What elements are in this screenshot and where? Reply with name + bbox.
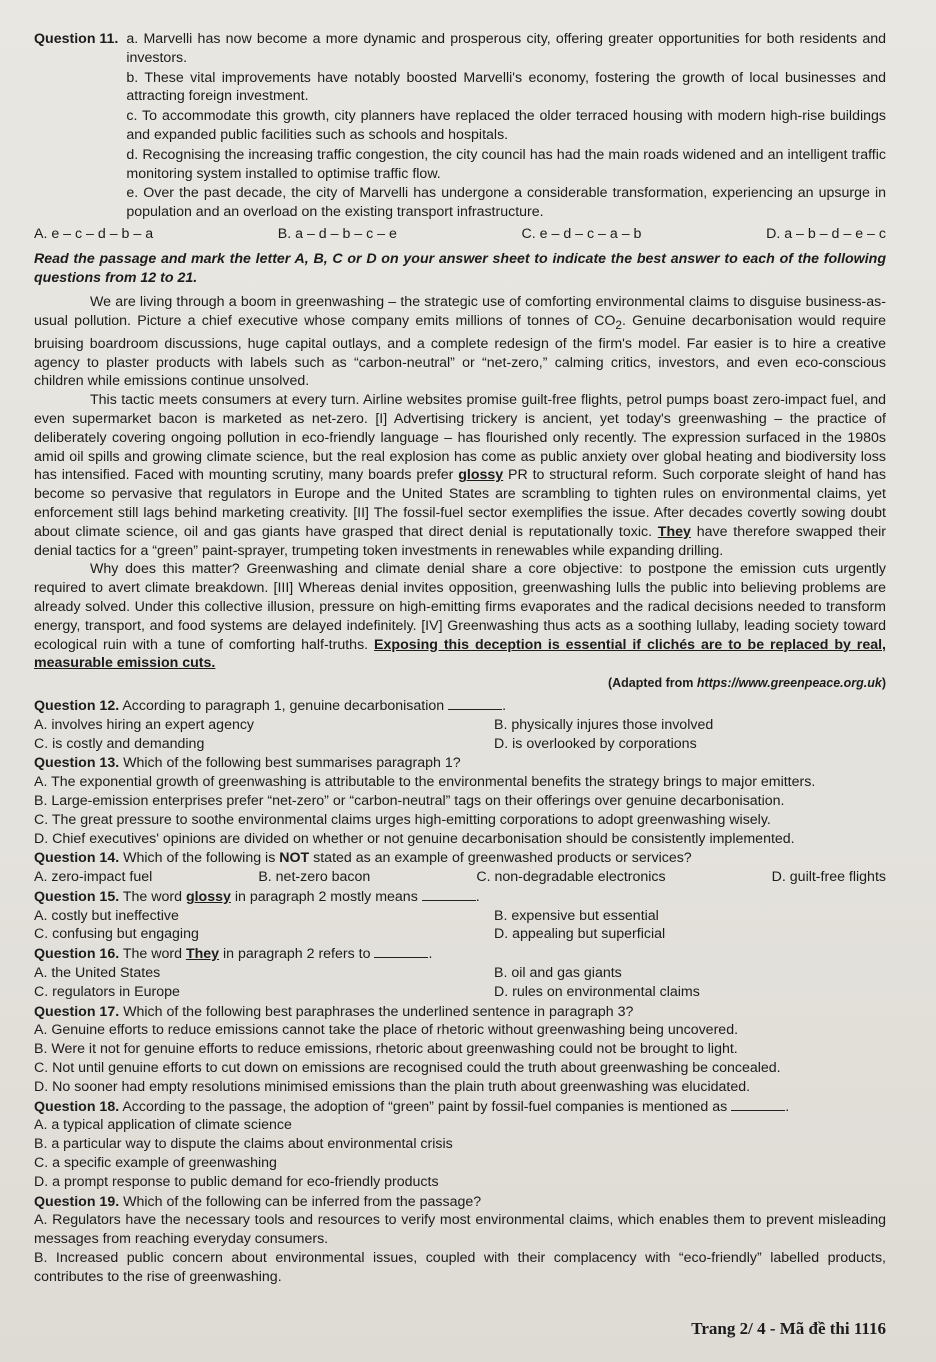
q15-options [34,907,886,945]
question-14 [34,849,886,887]
q19-option-b[interactable]: B. Increased public concern about environmental issues, coupled with their complacency with “eco-friendly” labelled products, contributes to the rise of greenwashing. [34,1250,886,1285]
passage-paragraph-1 [34,293,886,391]
passage-paragraph-2 [34,391,886,560]
q12-option-b[interactable]: B. physically injures those involved [494,716,714,733]
q17-option-c[interactable]: C. Not until genuine efforts to cut down on emissions are recognised could the truth about greenwashing be concealed. [34,1060,781,1077]
q17-option-d[interactable]: D. No sooner had empty resolutions minimised emissions than the plain truth about greenwashing was elucidated. [34,1078,751,1095]
q16-option-a[interactable]: A. the United States [34,965,161,982]
target-word: glossy [185,888,231,905]
question-18: Question 18. According to the passage, the adoption of “green” paint by fossil-fuel companies is mentioned as . A. a typical application of climate science B. a particular way to dispute the claims about environmental crisis C. a specific example of greenwashing D. a prompt response to public demand for eco-friendly products [34,1098,886,1192]
question-stem: Which of the following can be inferred from the passage? [123,1193,482,1210]
q13-option-c[interactable]: C. The great pressure to soothe environmental claims urges high-emitting corporations to adopt greenwashing wisely. [34,811,771,828]
source-prefix: (Adapted from [607,676,697,691]
question-stem: According to paragraph 1, genuine decarbonisation [122,697,445,714]
question-15: Question 15. The word glossy in paragraph 2 mostly means . A. costly but ineffective B. expensive but essential C. confusing but engaging D. appealing but superficial [34,888,886,944]
q12-options [34,716,886,754]
passage-source [34,674,886,693]
source-suffix: ) [881,676,886,691]
question-stem: Which of the following best paraphrases the underlined sentence in paragraph 3? [123,1003,634,1020]
q11-item-a: a. Marvelli has now become a more dynamic and prosperous city, offering greater opportunities for both residents and investors. [126,31,886,66]
q12-option-d[interactable]: D. is overlooked by corporations [494,735,697,752]
glossy-word: glossy [458,467,504,484]
question-label: Question 11. [34,31,119,47]
question-stem: Which of the following is [123,850,280,867]
question-label: Question 13. [34,755,120,772]
q15-option-c[interactable]: C. confusing but engaging [34,926,199,943]
q11-option-d[interactable]: D. a – b – d – e – c [766,225,886,242]
q18-option-b[interactable]: B. a particular way to dispute the claims about environmental crisis [34,1136,453,1153]
source-url: https://www.greenpeace.org.uk [696,676,882,691]
question-label: Question 18. [34,1098,120,1115]
q13-option-b[interactable]: B. Large-emission enterprises prefer “net-zero” or “carbon-neutral” tags on their offerings over genuine decarbonisation. [34,792,785,809]
question-label: Question 12. [34,697,120,714]
question-stem-end: stated as an example of greenwashed products or services? [309,850,692,867]
q18-option-c[interactable]: C. a specific example of greenwashing [34,1155,277,1172]
q16-options [34,964,886,1002]
question-stem-end: in paragraph 2 mostly means [230,888,418,905]
question-label: Question 17. [34,1003,120,1020]
page-footer: Trang 2/ 4 - Mã đề thi 1116 [691,1319,886,1338]
p1-text-2: . Genuine decarbonisation would require bruising boardroom discussions, huge capital outlays, and a complete redesign of the firm's model. Far easier is to hire a creative agency to plaster products with labels such as “carbon-neutral” or “net-zero,” calming critics, investors, and even eco-conscious children while emissions continue unsolved. [34,313,886,390]
p2-text-2: PR to structural reform. Such corporate sleight of hand has become so pervasive that regulators in Europe and the United States are scrambling to tighten rules on environmental claims, yet enforcement still lags behind marketing creativity. [II] The fossil-fuel sector exemplifies the issue. After decades covertly sowing doubt about climate science, oil and gas giants have grasped that direct denial is reputationally toxic. [34,467,886,540]
question-17 [34,1003,886,1097]
they-word: They [657,523,691,540]
q16-option-d[interactable]: D. rules on environmental claims [494,983,700,1000]
p3-text-1: Why does this matter? Greenwashing and climate denial share a core objective: to postpone the emission cuts urgently required to avert climate breakdown. [III] Whereas denial invites opposition, greenwashing lulls the public into believing problems are already solved. Under this collective illusion, pressure on high-emitting firms evaporates and the radical decisions needed to transform energy, transport, and food systems are delayed indefinitely. [IV] Greenwashing thus acts as a soothing lullaby, leading society toward ecological ruin with a tune of comforting half-truths. [34,561,886,653]
answer-blank [374,945,428,958]
q18-option-a[interactable]: A. a typical application of climate science [34,1117,292,1134]
p1-text-1: We are living through a boom in greenwashing – the strategic use of comforting environmental claims to disguise business-as-usual pollution. Picture a chief executive whose company emits millions of tonnes of CO [34,294,886,330]
q12-option-c[interactable]: C. is costly and demanding [34,735,205,752]
q11-options [34,225,886,244]
question-12: Question 12. According to paragraph 1, genuine decarbonisation . A. involves hiring an expert agency B. physically injures those involved C. is costly and demanding D. is overlooked by corporations [34,697,886,753]
q12-option-a[interactable]: A. involves hiring an expert agency [34,716,255,733]
q15-option-d[interactable]: D. appealing but superficial [494,926,666,943]
passage-paragraph-3 [34,560,886,673]
answer-blank [422,888,476,901]
q17-option-a[interactable]: A. Genuine efforts to reduce emissions cannot take the place of rhetoric without greenwashing being uncovered. [34,1022,739,1039]
q13-option-a[interactable]: A. The exponential growth of greenwashing is attributable to the environmental benefits the strategy brings to major emitters. [34,774,816,791]
q19-option-a[interactable]: A. Regulators have the necessary tools and resources to verify most environmental claims, which enables them to prevent misleading messages from reaching everyday consumers. [34,1212,886,1248]
question-stem-end: in paragraph 2 refers to [219,946,371,963]
q18-option-d[interactable]: D. a prompt response to public demand for eco-friendly products [34,1173,439,1190]
q15-option-b[interactable]: B. expensive but essential [494,907,659,924]
question-11 [34,30,886,223]
q11-option-a[interactable]: A. e – c – d – b – a [34,225,154,242]
question-label: Question 19. [34,1193,120,1210]
q13-option-d[interactable]: D. Chief executives' opinions are divided on whether or not genuine decarbonisation should be consistently implemented. [34,830,795,847]
question-13 [34,754,886,848]
q15-option-a[interactable]: A. costly but ineffective [34,907,179,924]
q14-options [34,868,886,887]
q14-option-c[interactable]: C. non-degradable electronics [476,869,666,886]
q11-item-b: b. These vital improvements have notably boosted Marvelli's economy, fostering the growth of local businesses and attracting foreign investment. [126,69,886,105]
q14-option-d[interactable]: D. guilt-free flights [771,869,886,886]
question-label: Question 16. [34,946,120,963]
target-word: They [185,946,220,963]
p2-text-3: have therefore swapped their denial tactics for a “green” paint-sprayer, trumpeting token investments in renewables while expanding drilling. [34,523,886,559]
q11-option-c[interactable]: C. e – d – c – a – b [521,225,642,242]
q11-item-e: e. Over the past decade, the city of Marvelli has undergone a considerable transformation, experiencing an upsurge in population and an overload on the existing transport infrastructure. [126,185,886,221]
question-19 [34,1193,886,1287]
not-emphasis: NOT [279,850,310,867]
q14-option-a[interactable]: A. zero-impact fuel [34,869,153,886]
q11-option-b[interactable]: B. a – d – b – c – e [277,225,397,242]
question-16: Question 16. The word They in paragraph 2 refers to . A. the United States B. oil and gas giants C. regulators in Europe D. rules on environmental claims [34,945,886,1001]
reading-passage [34,293,886,673]
reading-instruction: Read the passage and mark the letter A, B, C or D on your answer sheet to indicate the best answer to each of the following questions from 12 to 21. [34,250,886,286]
question-stem: The word [122,888,186,905]
underlined-sentence: Exposing this deception is essential if clichés are to be replaced by real, measurable emission cuts. [34,636,886,672]
q11-item-d: d. Recognising the increasing traffic congestion, the city council has had the main roads widened and an intelligent traffic monitoring system installed to optimise traffic flow. [126,146,886,182]
co2-subscript: 2 [615,317,622,332]
answer-blank [448,697,502,710]
answer-blank [731,1098,785,1111]
q11-item-c: c. To accommodate this growth, city planners have replaced the older terraced housing with modern high-rise buildings and expanded public facilities such as schools and hospitals. [126,108,886,143]
question-stem: The word [122,946,186,963]
p2-text-1: This tactic meets consumers at every turn. Airline websites promise guilt-free flights, petrol pumps boast zero-impact fuel, and even supermarket bacon is marketed as net-zero. [I] Advertising trickery is ancient, yet today's greenwashing – the practice of deliberately covering ongoing pollution in eco-friendly language – has flourished only recently. The expression surfaced in the 1980s amid oil spills and growing climate science, but the real explosion has come as public anxiety over global heating and biodiversity loss has intensified. Faced with mounting scrutiny, many boards prefer [34,392,886,484]
q11-items [126,30,886,223]
question-label: Question 15. [34,888,120,905]
q17-option-b[interactable]: B. Were it not for genuine efforts to reduce emissions, rhetoric about greenwashing could not be brought to light. [34,1041,738,1058]
question-stem: According to the passage, the adoption of “green” paint by fossil-fuel companies is mentioned as [122,1098,728,1115]
question-stem: Which of the following best summarises paragraph 1? [123,755,461,772]
q16-option-b[interactable]: B. oil and gas giants [494,965,622,982]
q16-option-c[interactable]: C. regulators in Europe [34,983,180,1000]
q14-option-b[interactable]: B. net-zero bacon [258,869,371,886]
question-label: Question 14. [34,850,120,867]
